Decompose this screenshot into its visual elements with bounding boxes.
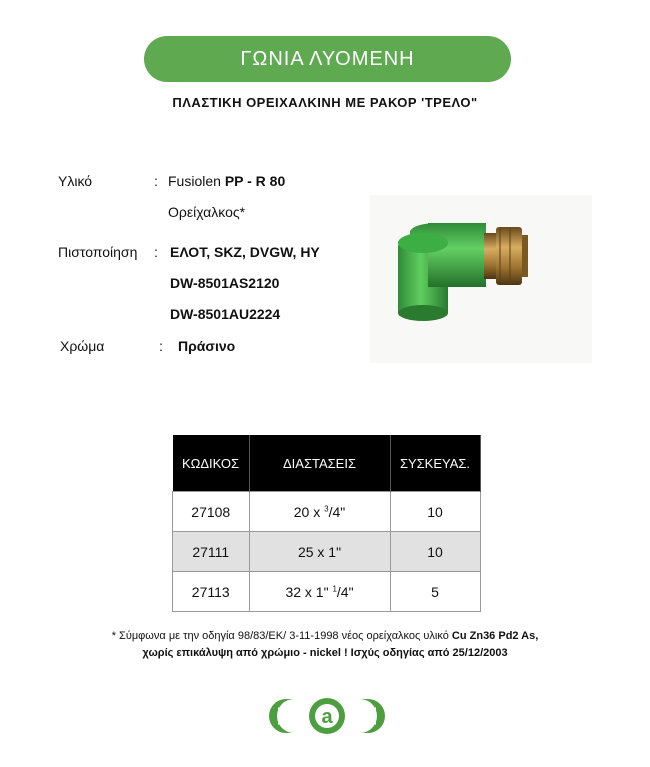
material-colon: : <box>154 173 158 189</box>
dimension-cell: 32 x 1" $^1$/4" <box>249 572 390 612</box>
code-cell: 27113 <box>173 572 250 612</box>
header-dimensions: ΔΙΑΣΤΑΣΕΙΣ <box>249 435 390 492</box>
page-title-banner <box>144 36 511 82</box>
certification-label: Πιστοποίηση <box>58 244 138 260</box>
product-photo <box>370 195 592 363</box>
color-value: Πράσινο <box>178 338 236 354</box>
table-row <box>173 572 481 612</box>
certification-line3: DW-8501AU2224 <box>170 306 281 322</box>
package-cell: 5 <box>390 572 480 612</box>
company-logo <box>268 697 386 735</box>
page-title: ΓΩΝΙΑ ΛΥΟΜΕΝΗ <box>240 47 415 70</box>
product-codes-table <box>172 435 481 612</box>
header-package: ΣΥΣΚΕΥΑΣ. <box>390 435 480 492</box>
material-value-bold: PP - R 80 <box>224 173 286 189</box>
certification-line2: DW-8501AS2120 <box>170 275 280 291</box>
logo-letter: a <box>321 706 333 728</box>
color-colon: : <box>159 338 163 354</box>
material-label: Υλικό <box>58 173 93 189</box>
color-label: Χρώμα <box>60 338 105 354</box>
material-value <box>168 172 285 190</box>
footnote <box>0 628 650 662</box>
header-code: ΚΩΔΙΚΟΣ <box>173 435 250 492</box>
footnote-line1: * Σύμφωνα με την οδηγία 98/83/ΕΚ/ 3-11-1998 νέος ορείχαλκος υλικό Cu Zn36 Pd2 As, <box>111 630 539 642</box>
footnote-line2: χωρίς επικάλυψη από χρώμιο - nickel ! Ισχύς οδηγίας από 25/12/2003 <box>142 647 508 659</box>
material-value-line2: Ορείχαλκος* <box>168 204 246 220</box>
package-cell: 10 <box>390 532 480 572</box>
material-value-prefix: Fusiolen <box>168 173 221 189</box>
table-row <box>173 492 481 532</box>
certification-colon: : <box>154 244 158 260</box>
table-row <box>173 532 481 572</box>
certification-line1: ΕΛΟΤ, SKZ, DVGW, HY <box>170 244 320 260</box>
code-cell: 27108 <box>173 492 250 532</box>
table-header-row <box>173 435 481 492</box>
package-cell: 10 <box>390 492 480 532</box>
page-subtitle: ΠΛΑΣΤΙΚΗ ΟΡΕΙΧΑΛΚΙΝΗ ΜΕ ΡΑΚΟΡ 'ΤΡΕΛΟ" <box>172 95 478 110</box>
code-cell: 27111 <box>173 532 250 572</box>
dimension-cell: 25 x 1" <box>249 532 390 572</box>
dimension-cell: 20 x $^3$/4" <box>249 492 390 532</box>
